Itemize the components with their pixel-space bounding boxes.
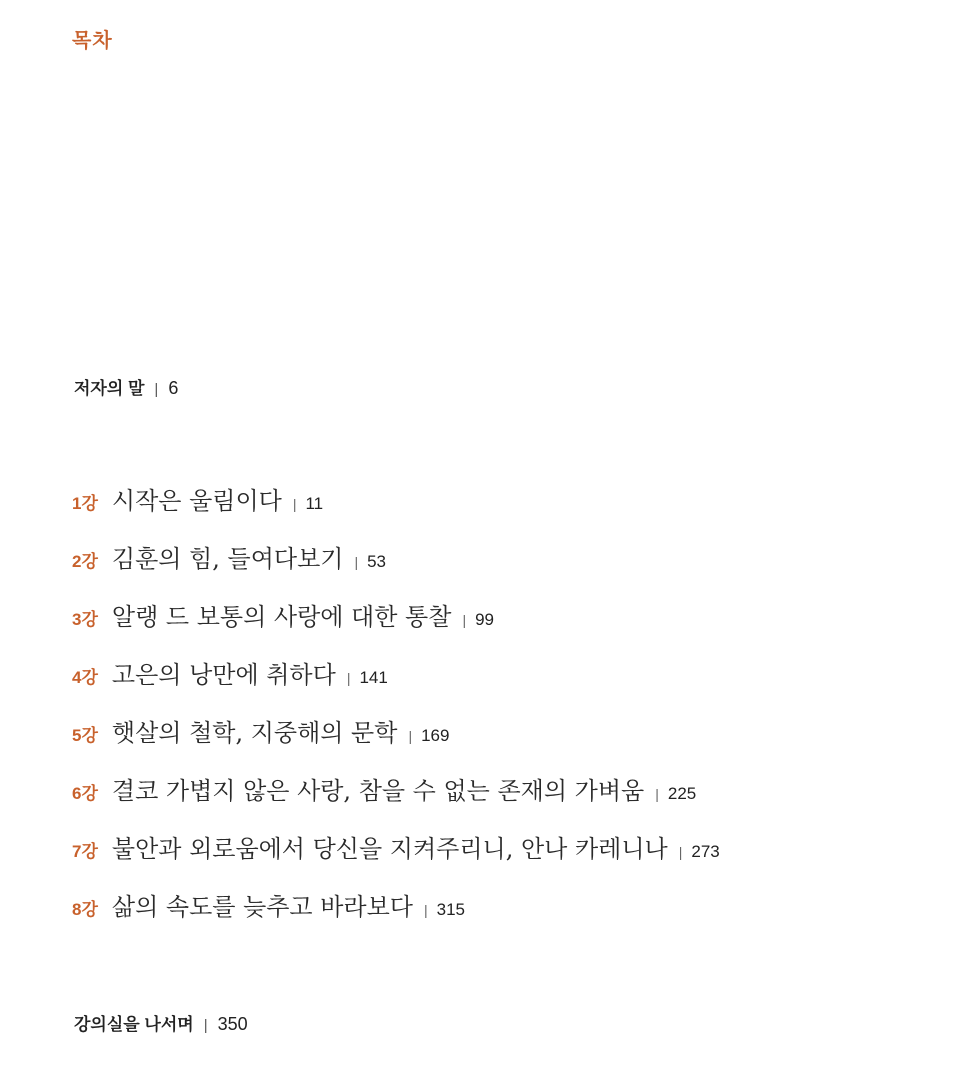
lecture-number: 1강 <box>72 494 98 513</box>
entry-separator: | <box>292 496 297 512</box>
toc-entry-lecture-3[interactable] <box>72 597 720 655</box>
toc-entry-lecture-5[interactable] <box>72 713 720 771</box>
entry-page-number: 141 <box>359 668 388 687</box>
lecture-title: 고은의 낭만에 취하다 <box>111 661 336 689</box>
toc-entry-author-note[interactable] <box>74 374 178 399</box>
entry-page-number: 225 <box>667 784 697 803</box>
entry-separator: | <box>203 1017 208 1034</box>
entry-page-number: 169 <box>421 726 450 745</box>
entry-page-number: 99 <box>475 610 494 629</box>
entry-page-number: 53 <box>367 552 386 571</box>
entry-label: 강의실을 나서며 <box>74 1015 194 1034</box>
lecture-title: 시작은 울림이다 <box>111 487 282 515</box>
toc-entry-lecture-2[interactable] <box>72 539 720 597</box>
entry-separator: | <box>354 554 359 570</box>
entry-page-number: 273 <box>691 842 720 861</box>
lecture-number: 3강 <box>72 610 98 629</box>
lecture-number: 4강 <box>72 668 98 687</box>
lecture-number: 2강 <box>72 552 98 571</box>
toc-entry-lecture-7[interactable] <box>72 829 720 887</box>
entry-page-number: 315 <box>436 900 466 919</box>
entry-separator: | <box>408 728 413 744</box>
entry-separator: | <box>154 381 159 398</box>
toc-entry-lecture-8[interactable] <box>72 887 720 945</box>
entry-separator: | <box>424 902 428 918</box>
lecture-title: 삶의 속도를 늦추고 바라보다 <box>111 893 413 921</box>
entry-page-number: 11 <box>305 494 324 513</box>
entry-separator: | <box>655 786 659 802</box>
lecture-number: 5강 <box>72 726 98 745</box>
toc-entry-closing-note[interactable] <box>74 1010 248 1035</box>
lecture-title: 결코 가볍지 않은 사랑, 참을 수 없는 존재의 가벼움 <box>111 777 645 805</box>
toc-entry-lecture-1[interactable] <box>72 481 720 539</box>
entry-separator: | <box>678 844 683 860</box>
page-title: 목차 <box>72 28 113 52</box>
entry-separator: | <box>346 670 351 686</box>
entry-separator: | <box>462 612 467 628</box>
toc-entry-lecture-6[interactable] <box>72 771 720 829</box>
lecture-list <box>72 481 720 945</box>
entry-label: 저자의 말 <box>74 379 145 398</box>
entry-page-number: 6 <box>168 378 179 398</box>
lecture-title: 김훈의 힘, 들여다보기 <box>111 545 344 573</box>
lecture-title: 불안과 외로움에서 당신을 지켜주리니, 안나 카레니나 <box>111 835 668 863</box>
toc-entry-lecture-4[interactable] <box>72 655 720 713</box>
entry-page-number: 350 <box>217 1014 248 1034</box>
lecture-title: 햇살의 철학, 지중해의 문학 <box>111 719 398 747</box>
lecture-number: 7강 <box>72 842 98 861</box>
lecture-number: 8강 <box>72 900 98 919</box>
lecture-title: 알랭 드 보통의 사랑에 대한 통찰 <box>111 603 452 631</box>
lecture-number: 6강 <box>72 784 98 803</box>
